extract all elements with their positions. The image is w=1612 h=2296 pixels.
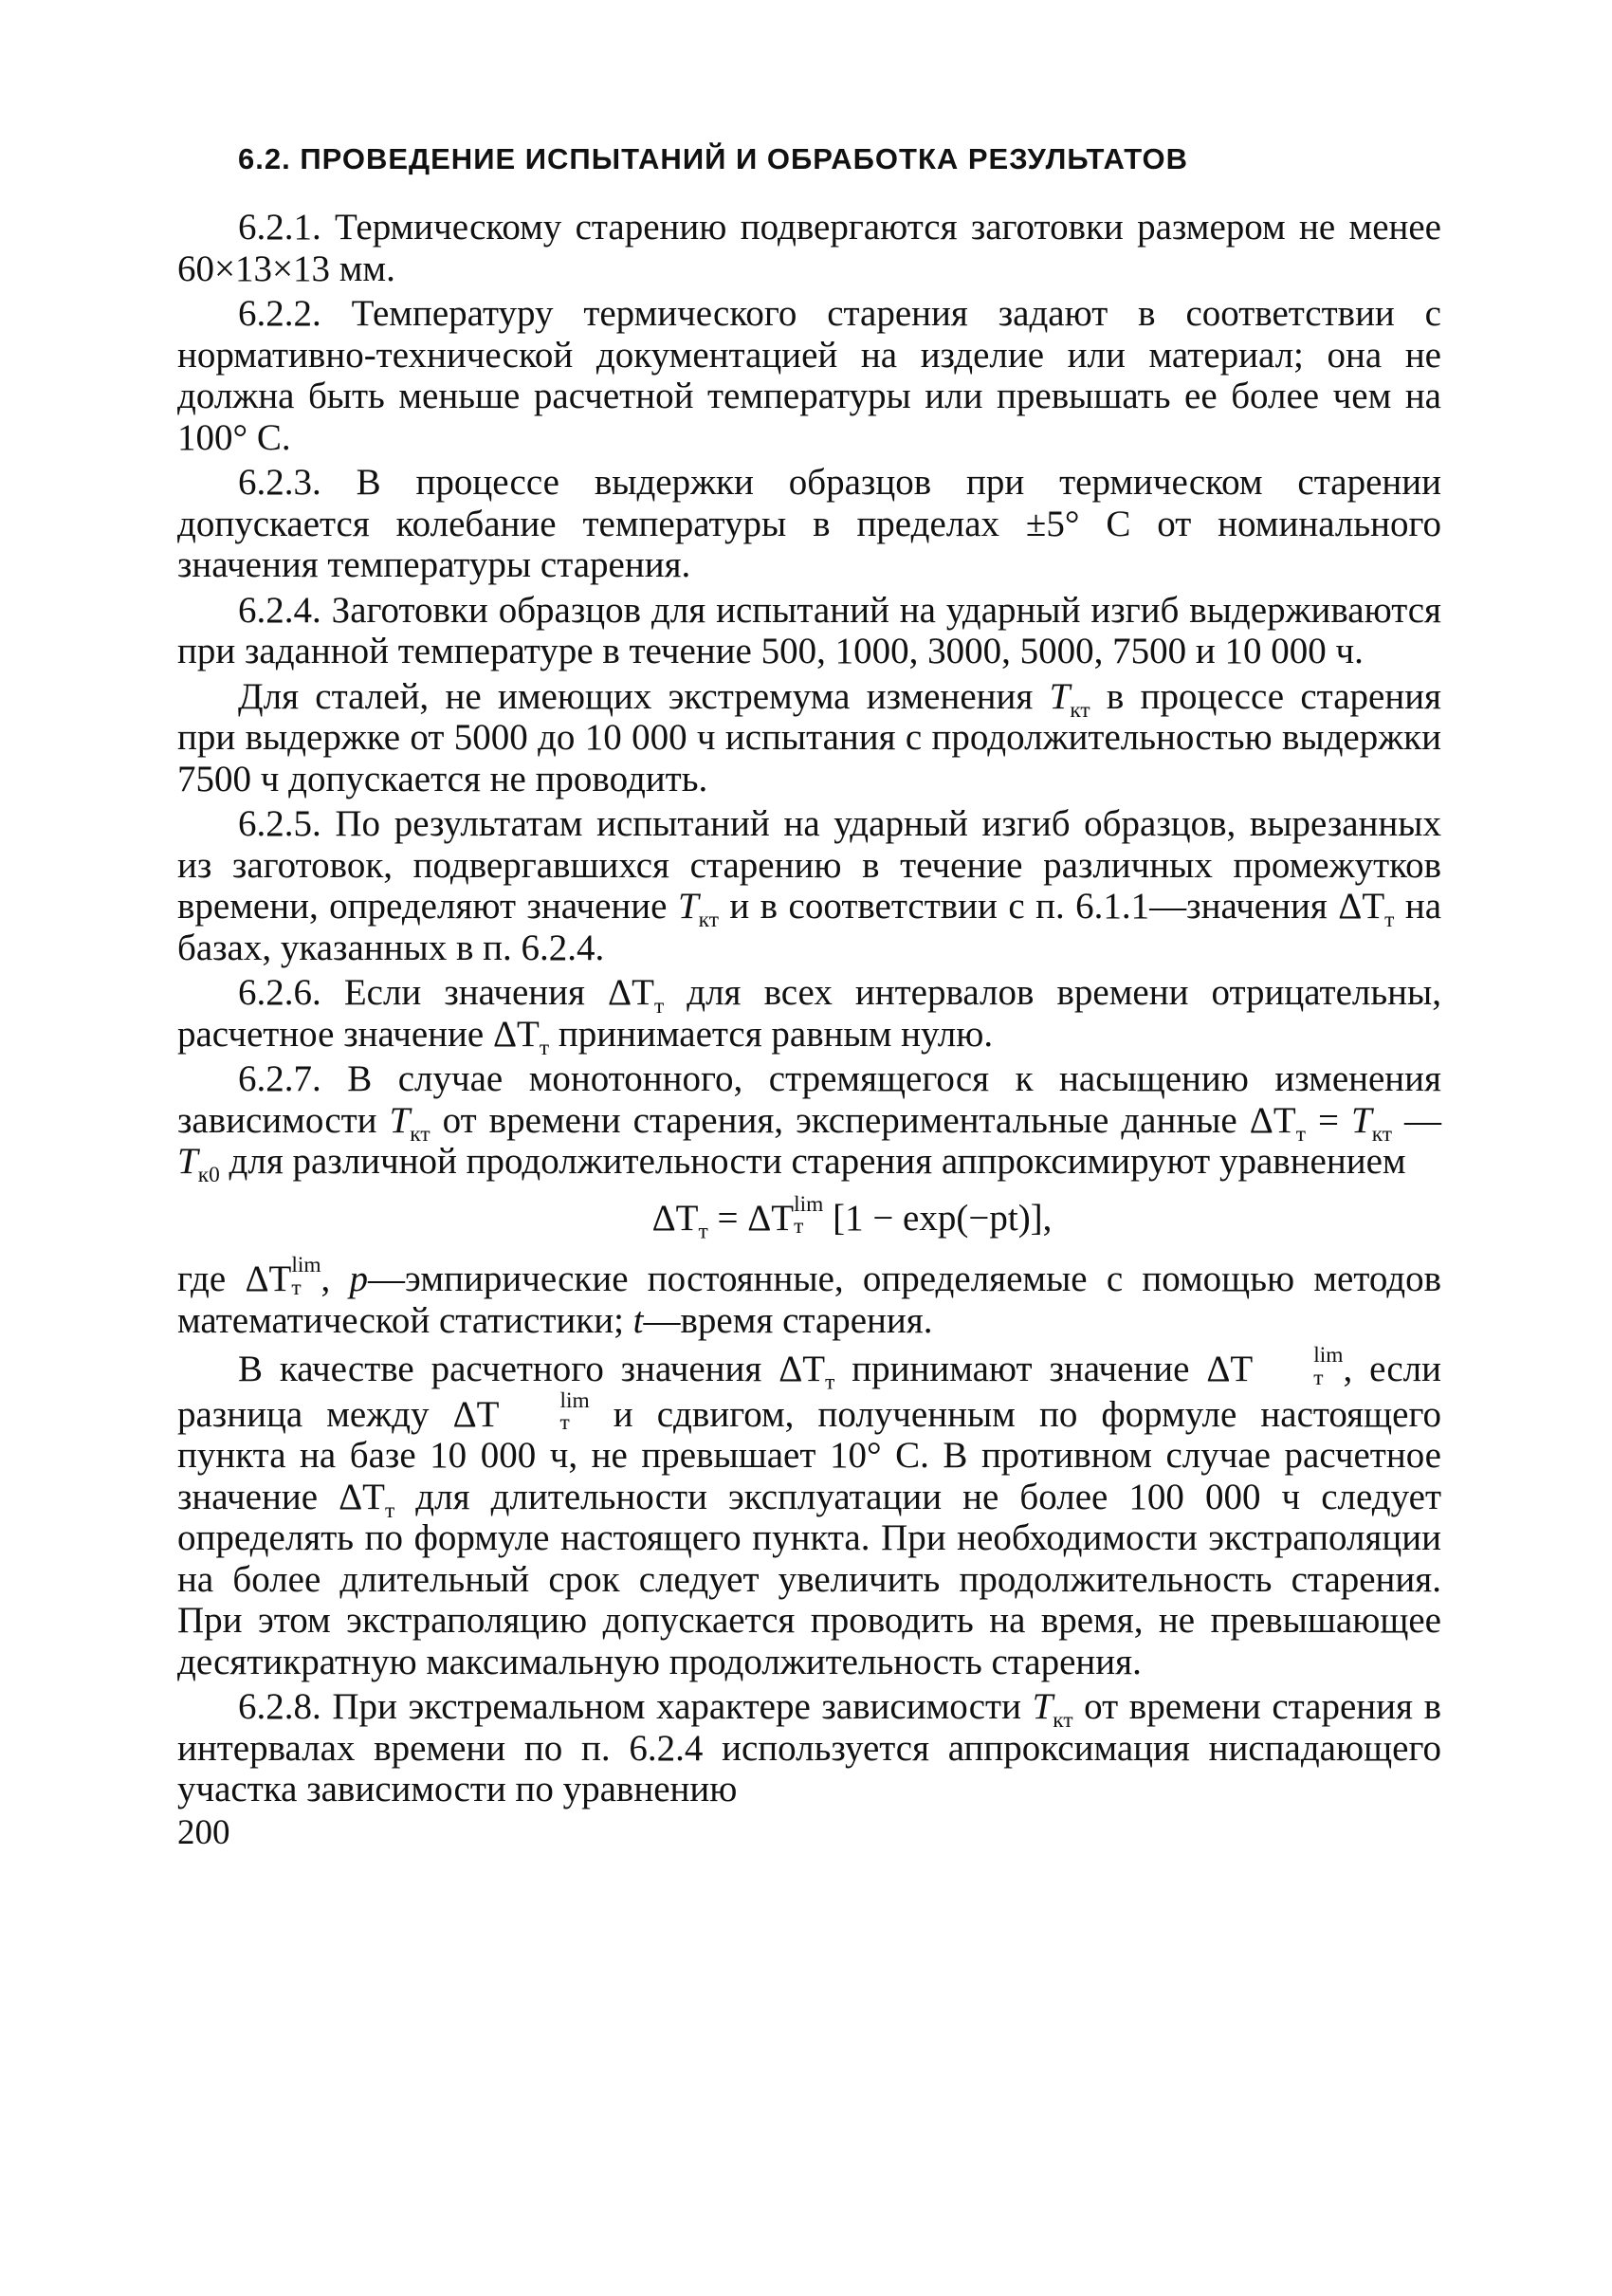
equation xyxy=(177,1191,1441,1244)
formula-mid: = ΔT xyxy=(707,1197,795,1239)
sup-sub-lim-t xyxy=(1253,1345,1343,1389)
superscript-lim: lim xyxy=(794,1191,824,1217)
subscript-t: т xyxy=(539,1035,550,1060)
text-run: , если разница между xyxy=(177,1349,1442,1435)
sup-sub-lim-t xyxy=(291,1255,321,1299)
subscript-t: т xyxy=(825,1370,835,1396)
text-run: принимается равным нулю. xyxy=(549,1013,994,1055)
subscript-t: т xyxy=(1295,1121,1306,1147)
subscript-t: т xyxy=(1384,907,1395,932)
subscript-t: т xyxy=(291,1275,302,1300)
text-run: от времени старения в интервалах времени по п. 6.2.4 используется аппроксимация ниспадающего участка зависимости по уравнению xyxy=(177,1686,1442,1810)
sup-sub-lim-t xyxy=(500,1387,590,1436)
paragraph-6-2-2: 6.2.2. Температуру термического старения задают в соответствии с нормативно-технической документацией на изделие или материал; она не должна быть меньше расчетной температуры или превышать ее более чем на 100° С. xyxy=(177,293,1441,458)
text-run: для всех интервалов времени отрицательны, расчетное значение xyxy=(177,972,1441,1055)
text-run: и в соответствии с п. 6.1.1—значения xyxy=(718,886,1339,927)
formula-lhs: ΔT xyxy=(651,1197,699,1239)
subscript-kt: кт xyxy=(1070,697,1090,723)
subscript-kt: кт xyxy=(410,1121,430,1147)
section-heading: 6.2. ПРОВЕДЕНИЕ ИСПЫТАНИЙ И ОБРАБОТКА РЕЗУЛЬТАТОВ xyxy=(238,142,1188,175)
text-run: в процессе старения при выдержке от 5000 до 10 000 ч испытания с продолжительностью выдержки 7500 ч допускается не проводить. xyxy=(177,675,1442,799)
subscript-t: т xyxy=(559,1410,570,1436)
subscript-kt: кт xyxy=(1371,1121,1392,1147)
text-run: где xyxy=(177,1258,246,1300)
text-run: и сдвигом, полученным по формуле настоящего пункта на базе 10 000 ч, не превышает 10° С. В противном случае расчетное значение xyxy=(177,1393,1441,1517)
text-run: —время старения. xyxy=(643,1299,933,1341)
minus-sign: — xyxy=(1391,1099,1441,1141)
symbol-T: T xyxy=(177,1141,198,1182)
text-run: 6.2.6. Если значения xyxy=(238,972,609,1013)
text-run: , xyxy=(321,1258,350,1300)
superscript-lim: lim xyxy=(291,1253,321,1278)
page xyxy=(177,140,1441,1852)
paragraph-6-2-4-note xyxy=(177,676,1441,800)
symbol-delta-T: ΔT xyxy=(608,972,654,1013)
symbol-t: t xyxy=(632,1299,644,1341)
paragraph-6-2-7-where xyxy=(177,1255,1441,1341)
page-number: 200 xyxy=(177,1812,230,1852)
symbol-delta-T: ΔT xyxy=(1338,886,1385,927)
symbol-delta-T: ΔT xyxy=(779,1349,826,1390)
subscript-t: т xyxy=(698,1219,708,1244)
subscript-k0: к0 xyxy=(197,1162,220,1187)
paragraph-6-2-8 xyxy=(177,1686,1441,1810)
paragraph-6-2-7-calc xyxy=(177,1345,1441,1682)
subscript-t: т xyxy=(384,1497,395,1523)
symbol-p: p xyxy=(349,1258,369,1300)
paragraph-6-2-1: 6.2.1. Термическому старению подвергаются заготовки размером не менее 60×13×13 мм. xyxy=(177,207,1441,289)
paragraph-6-2-7 xyxy=(177,1058,1441,1187)
text-run: принимают значение xyxy=(834,1349,1207,1390)
symbol-T: T xyxy=(389,1099,411,1141)
paragraph-6-2-6 xyxy=(177,972,1441,1060)
symbol-T: T xyxy=(1032,1686,1053,1728)
symbol-delta-T: ΔT xyxy=(339,1476,385,1517)
subscript-kt: кт xyxy=(1053,1707,1073,1733)
sup-sub-lim-t xyxy=(794,1191,824,1239)
text-run: от времени старения, экспериментальные данные xyxy=(430,1099,1250,1141)
text-run: —эмпирические постоянные, определяемые с помощью методов математической статистики; xyxy=(177,1258,1442,1341)
subscript-t: т xyxy=(1313,1365,1324,1390)
superscript-lim: lim xyxy=(1313,1343,1344,1368)
superscript-lim: lim xyxy=(559,1387,590,1413)
formula-rhs: [1 − exp(−pt)], xyxy=(823,1197,1053,1239)
symbol-T: T xyxy=(1049,675,1071,717)
symbol-delta-T: ΔT xyxy=(492,1013,540,1055)
symbol-delta-T: ΔT xyxy=(1206,1349,1254,1390)
paragraph-6-2-3: 6.2.3. В процессе выдержки образцов при термическом старении допускается колебание температуры в пределах ±5° С от номинального значения температуры старения. xyxy=(177,462,1441,585)
symbol-delta-T: ΔT xyxy=(1249,1099,1296,1141)
text-run: для различной продолжительности старения аппроксимируют уравнением xyxy=(219,1141,1406,1182)
symbol-delta-T: ΔT xyxy=(452,1393,500,1435)
equals-sign: = xyxy=(1305,1099,1351,1141)
text-run: 6.2.8. При экстремальном характере зависимости xyxy=(238,1686,1033,1728)
symbol-T: T xyxy=(677,886,699,927)
paragraph-6-2-4: 6.2.4. Заготовки образцов для испытаний на ударный изгиб выдерживаются при заданной температуре в течение 500, 1000, 3000, 5000, 7500 и 10 000 ч. xyxy=(177,589,1441,671)
text-run: 6.2.5. По результатам испытаний на ударный изгиб образцов, вырезанных из заготовок, подвергавшихся старению в течение различных промежутков времени, определяют значение xyxy=(177,803,1441,927)
symbol-delta-T: ΔT xyxy=(245,1258,292,1300)
symbol-T: T xyxy=(1350,1099,1372,1141)
subscript-t: т xyxy=(653,993,665,1019)
paragraph-6-2-5 xyxy=(177,803,1441,968)
subscript-kt: кт xyxy=(698,907,719,932)
text-run: для длительности эксплуатации не более 100 000 ч следует определять по формуле настоящего пункта. При необходимости экстраполяции на более длительный срок следует увеличить продолжительность старения. При этом экстраполяцию допускается проводить на время, не превышающее десятикратную максимальную продолжительность старения. xyxy=(177,1476,1441,1682)
text-run: 6.2.7. В случае монотонного, стремящегося к насыщению изменения зависимости xyxy=(177,1058,1441,1141)
subscript-t: т xyxy=(794,1213,804,1239)
text-run: Для сталей, не имеющих экстремума изменения xyxy=(238,675,1050,717)
text-run: на базах, указанных в п. 6.2.4. xyxy=(177,886,1442,968)
text-run: В качестве расчетного значения xyxy=(238,1349,779,1390)
